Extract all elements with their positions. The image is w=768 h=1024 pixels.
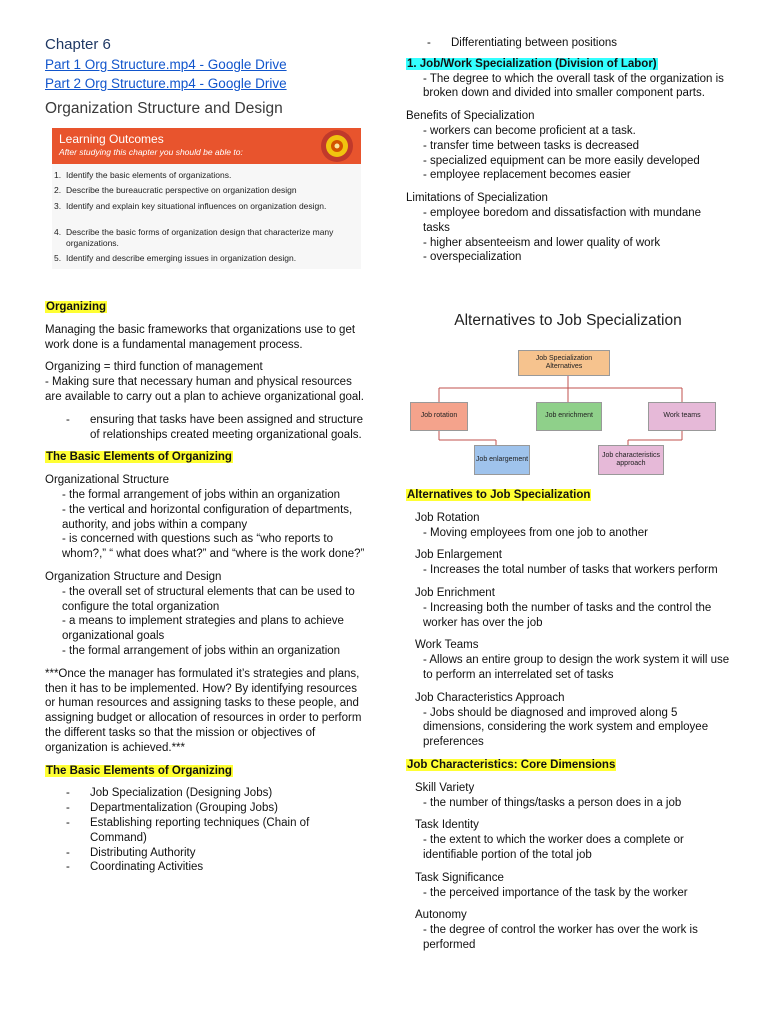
learning-outcomes-title: Learning Outcomes [59, 132, 164, 146]
benefit-line: - transfer time between tasks is decreased [423, 139, 640, 152]
limitation-line: - employee boredom and dissatisfaction with mundane tasks [423, 206, 702, 234]
basic-elements-heading-2: The Basic Elements of Organizing [46, 764, 232, 777]
benefit-line: - specialized equipment can be more easily developed [423, 154, 700, 167]
limitation-line: - overspecialization [423, 251, 522, 264]
node-job-enrichment: Job enrichment [536, 402, 602, 431]
list-item: - Distributing Authority [45, 846, 365, 861]
benefit-line: - workers can become proficient at a task. [423, 124, 636, 137]
specialization-heading: 1. Job/Work Specialization (Division of Labor) [407, 57, 657, 70]
list-item: - ensuring that tasks have been assigned and structure of relationships created meeting organizational goals. [45, 413, 365, 443]
org-structure-line: - the vertical and horizontal configuration of departments, authority, and jobs within a company [62, 503, 353, 531]
left-column [45, 300, 365, 875]
right-column-top [406, 36, 731, 265]
alternative-desc: - Allows an entire group to design the work system it will use to perform an interrelated set of tasks [423, 654, 730, 681]
page-title: Organization Structure and Design [45, 100, 283, 117]
node-job-specialization-alternatives: Job Specialization Alternatives [518, 350, 610, 376]
alternative-desc: - Increasing both the number of tasks and the control the worker has over the job [423, 601, 712, 629]
osd-line: - the overall set of structural elements that can be used to configure the total organization [62, 585, 355, 613]
drive-link-part1[interactable]: Part 1 Org Structure.mp4 - Google Drive [45, 57, 287, 72]
right-column-bottom [406, 488, 731, 953]
organizing-paragraph: Managing the basic frameworks that organizations use to get work done is a fundamental management process. [45, 323, 356, 351]
osd-title: Organization Structure and Design [45, 570, 222, 583]
core-dimension-desc: - the extent to which the worker does a complete or identifiable portion of the total job [423, 834, 684, 861]
chapter-label: Chapter 6 [45, 36, 111, 53]
core-dimension-desc: - the number of things/tasks a person does in a job [423, 796, 682, 809]
organizing-bullets [45, 413, 365, 443]
benefits-title: Benefits of Specialization [406, 110, 535, 123]
diagram-connectors [408, 306, 728, 478]
list-item: - Departmentalization (Grouping Jobs) [45, 801, 365, 816]
alternative-title: Job Enrichment [415, 586, 495, 599]
implementation-paragraph: ***Once the manager has formulated it’s strategies and plans, then it has to be implemented. How? By identifying resources or human resources and assigning tasks to these people, and assigning budget or allocation of resources in order to perform the different tasks so that the mission or objectives of organization is achieved.*** [45, 667, 362, 754]
core-dimension-desc: - the degree of control the worker has over the work is performed [423, 924, 698, 951]
osd-line: - a means to implement strategies and plans to achieve organizational goals [62, 615, 344, 643]
top-bullets [406, 36, 731, 51]
basic-elements-heading: The Basic Elements of Organizing [46, 451, 232, 464]
limitation-line: - higher absenteeism and lower quality of work [423, 236, 661, 249]
benefit-line: - employee replacement becomes easier [423, 169, 631, 182]
osd-line: - the formal arrangement of jobs within an organization [62, 644, 341, 657]
core-dimension-title: Task Identity [415, 819, 479, 832]
alternatives-heading: Alternatives to Job Specialization [407, 489, 591, 501]
organizing-definition: Organizing = third function of management [45, 361, 263, 374]
core-dimension-title: Autonomy [415, 909, 467, 922]
org-structure-title: Organizational Structure [45, 474, 170, 487]
list-item: - Establishing reporting techniques (Chain of Command) [45, 816, 365, 846]
node-work-teams: Work teams [648, 402, 716, 431]
learning-outcomes-image: Learning Outcomes After studying this chapter you should be able to: 1. Identify the basic elements of organizations. 2. Describe the bureaucratic perspective on organization design 3. Identify and explain key situational influences on organization design. 4. Describe the basic forms of organization design that characterize many organizations. 5. Identify and describe emerging issues in organization design. [52, 128, 361, 269]
org-structure-line: - the formal arrangement of jobs within an organization [62, 488, 341, 501]
diagram-title: Alternatives to Job Specialization [454, 312, 682, 329]
alternative-desc: - Moving employees from one job to another [423, 526, 649, 539]
elements-list [45, 786, 365, 875]
specialization-definition: - The degree to which the overall task of the organization is broken down and divided into smaller component parts. [423, 72, 724, 100]
list-item: - Coordinating Activities [45, 860, 365, 875]
core-dimension-desc: - the perceived importance of the task by the worker [423, 886, 688, 899]
node-job-enlargement: Job enlargement [474, 445, 530, 475]
core-dimension-title: Skill Variety [415, 781, 475, 794]
node-job-rotation: Job rotation [410, 402, 468, 431]
core-dimensions-heading: Job Characteristics: Core Dimensions [407, 758, 616, 771]
alternative-desc: - Increases the total number of tasks that workers perform [423, 564, 718, 577]
list-item: - Differentiating between positions [406, 36, 731, 51]
drive-link-part2[interactable]: Part 2 Org Structure.mp4 - Google Drive [45, 76, 287, 91]
alternative-title: Job Rotation [415, 511, 480, 524]
org-structure-line: - is concerned with questions such as “who reports to whom?,” “ what does what?” and “where is the work done?” [62, 533, 365, 561]
list-item: - Job Specialization (Designing Jobs) [45, 786, 365, 801]
decorative-ornament-icon [315, 128, 359, 164]
core-dimension-title: Task Significance [415, 871, 504, 884]
limitations-title: Limitations of Specialization [406, 192, 548, 205]
node-job-characteristics-approach: Job characteristics approach [598, 445, 664, 475]
alternative-desc: - Jobs should be diagnosed and improved along 5 dimensions, considering the work system and employee preferences [423, 706, 709, 749]
alternative-title: Work Teams [415, 639, 479, 652]
learning-outcomes-banner [52, 128, 361, 164]
specialization-alternatives-diagram [408, 306, 728, 478]
organizing-description: - Making sure that necessary human and physical resources are available to carry out a plan to achieve organizational goal. [45, 376, 365, 403]
organizing-heading: Organizing [46, 301, 107, 313]
learning-outcomes-subtitle: After studying this chapter you should be able to: [59, 147, 243, 157]
alternative-title: Job Enlargement [415, 549, 502, 562]
alternative-title: Job Characteristics Approach [415, 691, 565, 704]
